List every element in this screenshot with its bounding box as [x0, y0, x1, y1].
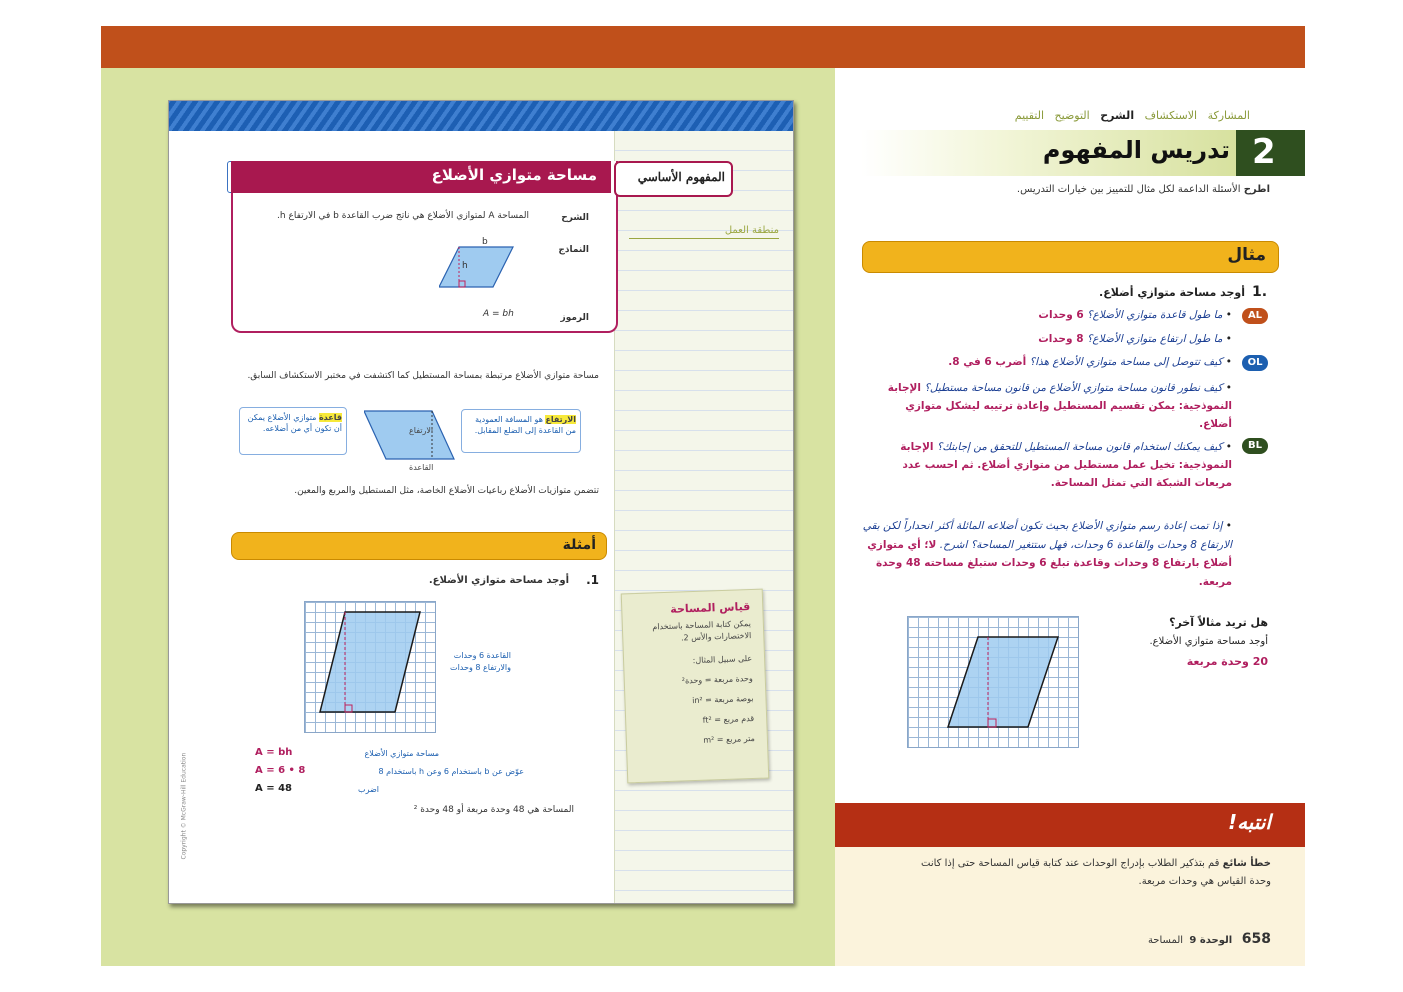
- sticky-item: بوصة مربعة = in²: [691, 693, 754, 706]
- example-answer: المساحة هي 48 وحدة مربعة أو 48 وحدة ²: [413, 805, 574, 815]
- figure-height-label: والارتفاع 8 وحدات: [450, 663, 511, 672]
- phase-nav: [900, 109, 1250, 122]
- example-grid: [304, 601, 436, 733]
- bl-a1: الإجابة النموذجية: تخيل عمل مستطيل من متوازي أضلاع. ثم احسب عدد مربعات الشبكة التي تمثل المساحة.: [900, 441, 1232, 489]
- figure-base-label: القاعدة 6 وحدات: [453, 651, 511, 660]
- side-credit: Copyright © McGraw-Hill Education: [180, 752, 188, 860]
- work-eq-3: A = 48: [255, 783, 292, 794]
- al-q1: ما طول قاعدة متوازي الأضلاع؟: [1087, 309, 1223, 321]
- row-label-explain: الشرح: [561, 213, 589, 223]
- examples-bar: [231, 532, 607, 560]
- model-h-label: h: [462, 261, 468, 271]
- sticky-example-label: على سبيل المثال:: [692, 653, 753, 666]
- concept-title: مساحة متوازي الأضلاع: [431, 166, 597, 184]
- footer-topic: المساحة: [1147, 935, 1184, 946]
- phase-explain[interactable]: الشرح: [1100, 109, 1135, 122]
- work-eq-1: A = bh: [255, 747, 293, 758]
- ol-q2: كيف نطور قانون مساحة متوازي الأضلاع من قانون مساحة مستطيل؟: [924, 382, 1223, 394]
- example-bar-label: مثال: [1227, 245, 1266, 265]
- row-label-symbols: الرموز: [560, 313, 589, 323]
- area-sticky-note: [621, 589, 770, 784]
- phase-elaborate[interactable]: التوضيح: [1054, 109, 1090, 122]
- badge-bl: BL: [1242, 438, 1268, 454]
- badge-al: AL: [1242, 308, 1268, 324]
- alert-bold: خطأ شائع: [1222, 858, 1271, 869]
- sticky-item: متر مربع = m²: [703, 733, 756, 745]
- example-parallelogram: [305, 602, 435, 732]
- phase-engage[interactable]: المشاركة: [1207, 109, 1250, 122]
- sticky-text: يمكن كتابة المساحة باستخدام الاختصارات والأس 2.: [652, 619, 752, 643]
- phase-explore[interactable]: الاستكشاف: [1144, 109, 1198, 122]
- workspace-column: [614, 131, 794, 903]
- work-note-2: عوّض عن b باستخدام 6 وعن h باستخدام 8: [378, 767, 524, 776]
- sticky-item: وحدة مربعة = وحدة²: [681, 673, 753, 686]
- ol-q1: كيف تتوصل إلى مساحة متوازي الأضلاع هذا؟: [1029, 356, 1223, 368]
- concept-header: [231, 161, 611, 193]
- another-title: هل تريد مثالاً آخر؟: [1169, 616, 1268, 629]
- al-item-2: • ما طول ارتفاع متوازي الأضلاع؟ 8 وحدات: [1038, 333, 1232, 345]
- examples-title: أمثلة: [562, 537, 596, 553]
- sticky-title: قياس المساحة: [670, 600, 751, 616]
- section-number: 2: [1252, 132, 1276, 172]
- diagram-height-label: الارتفاع: [409, 426, 434, 435]
- footer-unit: الوحدة 9: [1189, 935, 1233, 946]
- callout-base-term: قاعدة: [318, 413, 342, 422]
- callout-base: [239, 407, 347, 455]
- intro-text: مساحة متوازي الأضلاع مرتبطة بمساحة المستطيل كما اكتشفت في مختبر الاستكشاف السابق.: [247, 371, 599, 381]
- callout-height-term: الارتفاع: [545, 415, 576, 424]
- section-title: تدريس المفهوم: [1042, 136, 1230, 164]
- another-answer: 20 وحدة مربعة: [1186, 655, 1268, 668]
- al-item-1: • ما طول قاعدة متوازي الأضلاع؟ 6 وحدات: [1038, 309, 1232, 321]
- concept-tab: [614, 161, 733, 197]
- concept-tab-label: المفهوم الأساسي: [637, 170, 725, 184]
- alert-body: [835, 847, 1305, 966]
- section-number-badge: [1236, 130, 1305, 176]
- page-stripe: [169, 101, 793, 131]
- bl-q1: كيف يمكنك استخدام قانون مساحة المستطيل للتحقق من إجابتك؟: [936, 441, 1223, 453]
- question-title: أوجد مساحة متوازي أضلاع.: [1099, 286, 1245, 299]
- al-q2: ما طول ارتفاع متوازي الأضلاع؟: [1086, 333, 1223, 345]
- alert-text: قم بتذكير الطلاب بإدراج الوحدات عند كتابة قياس المساحة حتى إذا كانت وحدة القياس هي وحدات مربعة.: [921, 858, 1271, 887]
- work-note-3: اضرب: [358, 785, 379, 794]
- example-bar: [862, 241, 1279, 273]
- bl-item-1: • كيف يمكنك استخدام قانون مساحة المستطيل للتحقق من إجابتك؟ الإجابة النموذجية: تخيل عمل مستطيل من متوازي أضلاع. ثم احسب عدد مربعات الشبكة التي تمثل المساحة.: [900, 441, 1232, 489]
- footer: [1021, 931, 1271, 947]
- top-banner: [101, 26, 1305, 68]
- row-text-symbols: A = bh: [483, 309, 514, 319]
- diagram-base-label: القاعدة: [409, 463, 434, 472]
- callout-height-text: هو المسافة العمودية من القاعدة إلى الضلع المقابل.: [474, 415, 576, 435]
- footer-page: 658: [1241, 931, 1271, 947]
- bl-a2: لا؛ أي متوازي أضلاع بارتفاع 8 وحدات وقاعدة تبلغ 6 وحدات ستبلغ مساحته 48 وحدة مربعة.: [867, 538, 1232, 588]
- al-a2: 8 وحدات: [1038, 333, 1084, 345]
- parallelogram-model: [439, 239, 519, 294]
- callout-height: [461, 409, 581, 453]
- sticky-item: قدم مربع = ft²: [702, 713, 755, 725]
- instruction-text: الأسئلة الداعمة لكل مثال للتمييز بين خيارات التدريس.: [1016, 184, 1241, 195]
- instruction: [880, 184, 1270, 195]
- example1-text: أوجد مساحة متوازي الأضلاع.: [428, 575, 569, 586]
- phase-evaluate[interactable]: التقييم: [1014, 109, 1045, 122]
- height-base-diagram: [364, 407, 459, 463]
- row-label-models: النماذج: [558, 245, 589, 255]
- workspace-label: منطقة العمل: [629, 225, 779, 239]
- ol-item-2: • كيف نطور قانون مساحة متوازي الأضلاع من قانون مساحة مستطيل؟ الإجابة النموذجية: يمكن تقسيم المستطيل وإعادة ترتيبه ليشكل متوازي أضلاع.: [887, 382, 1232, 430]
- work-note-1: مساحة متوازي الأضلاع: [364, 749, 439, 758]
- another-parallelogram: [908, 617, 1078, 747]
- question-number: 1.: [1252, 284, 1268, 300]
- ol-item-1: • كيف تتوصل إلى مساحة متوازي الأضلاع هذا؟ أضرب 6 في 8.: [948, 356, 1232, 368]
- callout-base-text: متوازي الأضلاع يمكن أن تكون أي من أضلاعه.: [247, 413, 342, 433]
- ol-a1: أضرب 6 في 8.: [948, 356, 1027, 368]
- alert-title: انتبه!: [1227, 810, 1271, 834]
- instruction-bold: اطرح: [1243, 184, 1270, 195]
- work-eq-2: A = 6 • 8: [255, 765, 306, 776]
- another-text: أوجد مساحة متوازي الأضلاع.: [1149, 636, 1268, 647]
- bl-item-2: • إذا تمت إعادة رسم متوازي الأضلاع بحيث تكون أضلاعه المائلة أكثر انحداراً لكن بقي الارتفاع 8 وحدات والقاعدة 6 وحدات، فهل ستتغير المساحة؟ اشرح. لا؛ أي متوازي أضلاع بارتفاع 8 وحدات وقاعدة تبلغ 6 وحدات ستبلغ مساحته 48 وحدة مربعة.: [862, 520, 1232, 588]
- bl-q2: إذا تمت إعادة رسم متوازي الأضلاع بحيث تكون أضلاعه المائلة أكثر انحداراً لكن بقي الارتفاع 8 وحدات والقاعدة 6 وحدات، فهل ستتغير المساحة؟ اشرح.: [862, 520, 1232, 551]
- alert-text-block: [916, 855, 1271, 891]
- student-page: [168, 100, 794, 904]
- al-a1: 6 وحدات: [1038, 309, 1084, 321]
- row-text-explain: المساحة A لمتوازي الأضلاع هي ناتج ضرب القاعدة b في الارتفاع h.: [277, 211, 529, 221]
- ol-a2: الإجابة النموذجية: يمكن تقسيم المستطيل وإعادة ترتيبه ليشكل متوازي أضلاع.: [887, 382, 1232, 430]
- example1-number: 1.: [586, 573, 599, 587]
- model-b-label: b: [482, 237, 488, 247]
- another-example-grid: [907, 616, 1079, 748]
- badge-ol: OL: [1242, 355, 1268, 371]
- special-quads-text: تتضمن متوازيات الأضلاع رباعيات الأضلاع الخاصة، مثل المستطيل والمربع والمعين.: [294, 486, 599, 496]
- alert-bar: [835, 803, 1305, 847]
